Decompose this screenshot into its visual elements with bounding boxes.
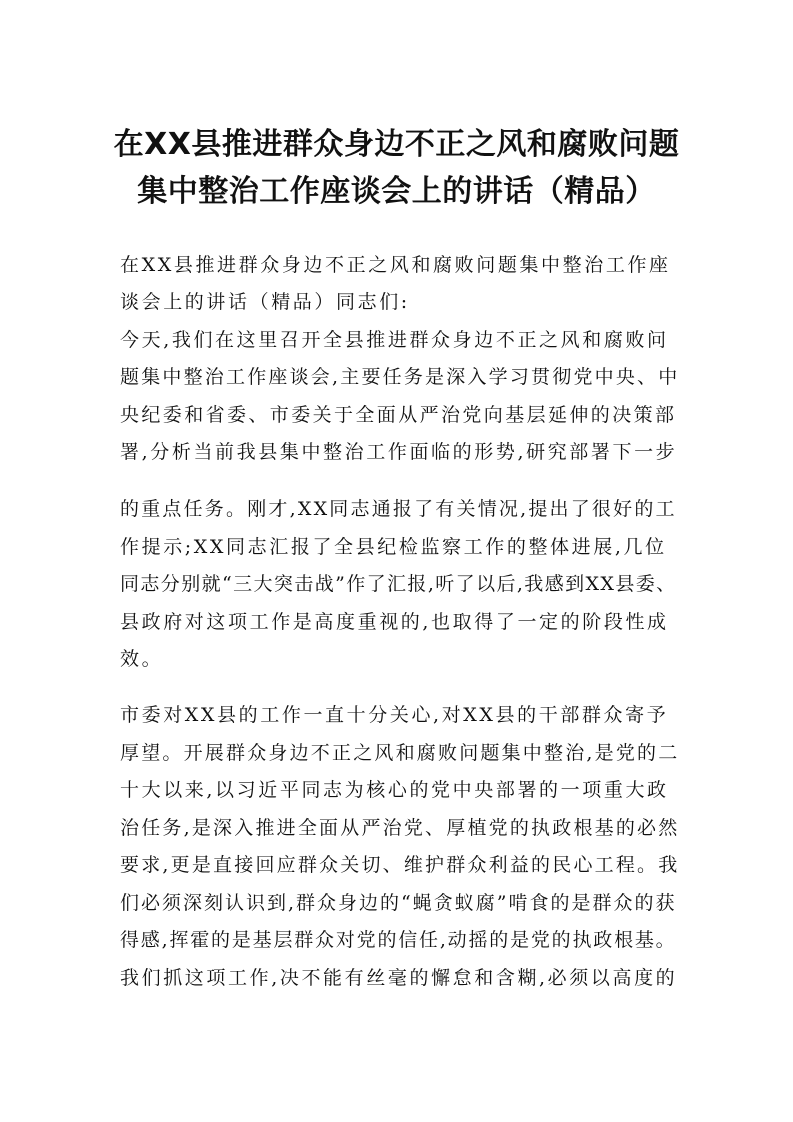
body-line: 厚望。开展群众身边不正之风和腐败问题集中整治,是党的二	[120, 742, 680, 764]
body-line: 题集中整治工作座谈会,主要任务是深入学习贯彻党中央、中	[120, 366, 680, 388]
body-line: 们必须深刻认识到,群众身边的“蝇贪蚁腐”啃食的是群众的获	[120, 892, 677, 914]
body-line: 在XX县推进群众身边不正之风和腐败问题集中整治工作座	[120, 254, 671, 276]
body-line: 效。	[120, 648, 164, 670]
body-line: 署,分析当前我县集中整治工作面临的形势,研究部署下一步	[120, 441, 678, 463]
body-line: 央纪委和省委、市委关于全面从严治党向基层延伸的决策部	[120, 404, 677, 426]
document-title-line-1: 在XX县推进群众身边不正之风和腐败问题	[113, 127, 680, 162]
document-title-line-2: 集中整治工作座谈会上的讲话（精品）	[137, 174, 656, 209]
body-line: 十大以来,以习近平同志为核心的党中央部署的一项重大政	[120, 779, 669, 801]
body-line: 作提示;XX同志汇报了全县纪检监察工作的整体进展,几位	[120, 536, 667, 558]
body-line: 我们抓这项工作,决不能有丝毫的懈怠和含糊,必须以高度的	[120, 967, 678, 989]
body-line: 的重点任务。刚才,XX同志通报了有关情况,提出了很好的工	[120, 498, 677, 520]
body-line: 治任务,是深入推进全面从严治党、厚植党的执政根基的必然	[120, 817, 680, 839]
body-line: 谈会上的讲话（精品）同志们:	[120, 291, 410, 313]
body-line: 得感,挥霍的是基层群众对党的信任,动摇的是党的执政根基。	[120, 929, 677, 951]
body-line: 今天,我们在这里召开全县推进群众身边不正之风和腐败问	[120, 329, 669, 351]
body-line: 县政府对这项工作是高度重视的,也取得了一定的阶段性成	[120, 611, 669, 633]
body-line: 要求,更是直接回应群众关切、维护群众利益的民心工程。我	[120, 854, 680, 876]
body-line: 市委对XX县的工作一直十分关心,对XX县的干部群众寄予	[120, 704, 669, 726]
body-line: 同志分别就“三大突击战”作了汇报,听了以后,我感到XX县委、	[120, 573, 677, 595]
